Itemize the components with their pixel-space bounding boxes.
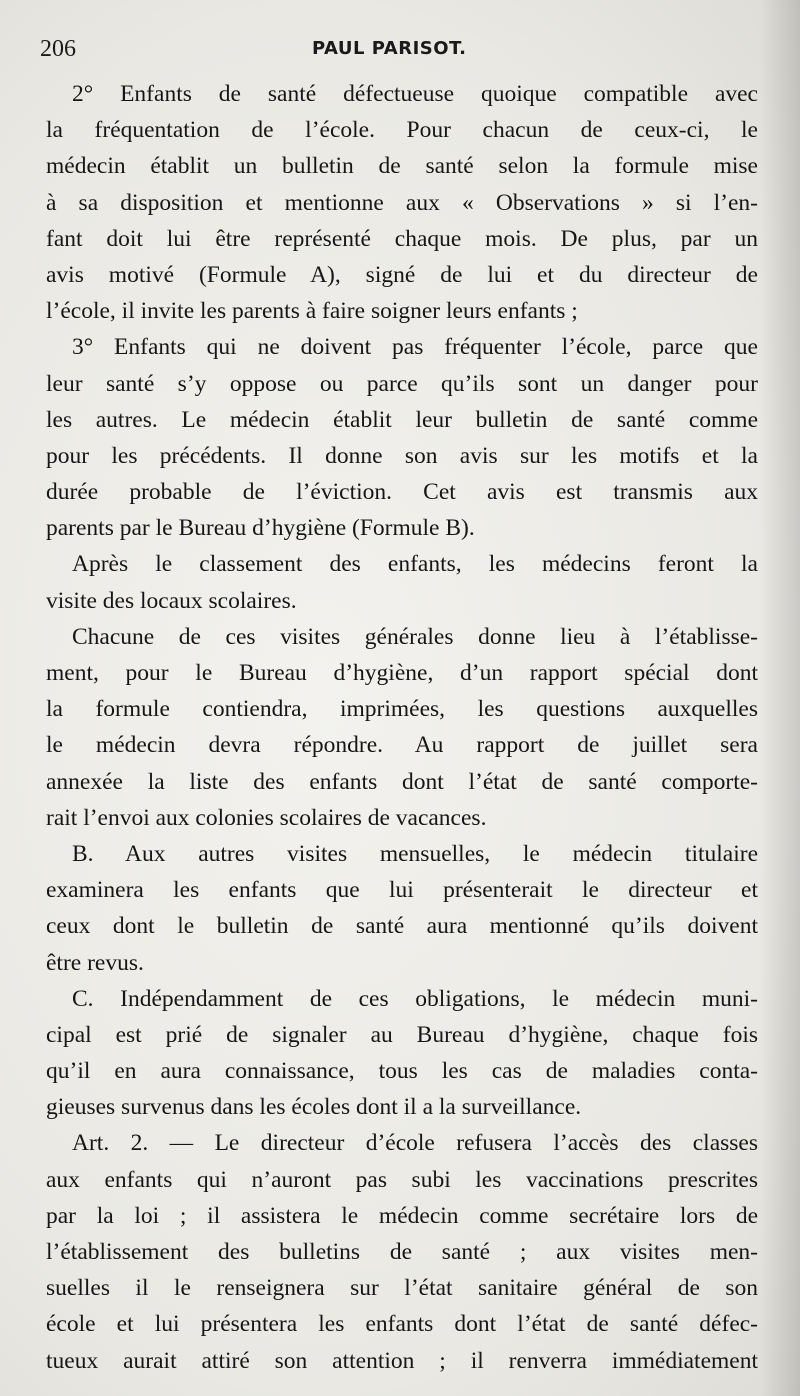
text-line: fant doit lui être représenté chaque mois. De plus, par un	[46, 225, 758, 252]
text-line: 2° Enfants de santé défectueuse quoique compatible avec	[72, 81, 758, 107]
text-line: visite des locaux scolaires.	[46, 587, 297, 614]
text-line: à sa disposition et mentionne aux « Observations » si l’en-	[46, 189, 758, 216]
text-line: Après le classement des enfants, les médecins feront la	[72, 551, 758, 578]
text-line: par la loi ; il assistera le médecin comme secrétaire lors de	[46, 1202, 758, 1229]
text-line: ceux dont le bulletin de santé aura mentionné qu’ils doivent	[46, 913, 758, 940]
text-line: tueux aurait attiré son attention ; il renverra immédiatement	[46, 1347, 758, 1374]
text-line: leur santé s’y oppose ou parce qu’ils sont un danger pour	[46, 370, 758, 397]
text-line: rait l’envoi aux colonies scolaires de vacances.	[46, 804, 487, 831]
text-line: durée probable de l’éviction. Cet avis est transmis aux	[46, 479, 758, 506]
running-head: PAUL PARISOT.	[312, 38, 467, 59]
text-line: Art. 2. — Le directeur d’école refusera l’accès des classes	[72, 1130, 758, 1157]
page-edge-shadow	[760, 0, 800, 1396]
text-line: le médecin devra répondre. Au rapport de juillet sera	[46, 732, 758, 759]
text-line: école et lui présentera les enfants dont l’état de santé défec-	[46, 1311, 758, 1338]
text-line: la formule contiendra, imprimées, les questions auxquelles	[46, 696, 758, 723]
text-line: parents par le Bureau d’hygiène (Formule B).	[46, 515, 475, 542]
text-line: Chacune de ces visites générales donne lieu à l’établisse-	[72, 623, 758, 650]
text-line: ment, pour le Bureau d’hygiène, d’un rapport spécial dont	[46, 660, 758, 686]
text-line: avis motivé (Formule A), signé de lui et du directeur de	[46, 261, 758, 288]
body-text	[46, 76, 758, 1379]
text-line: C. Indépendamment de ces obligations, le médecin muni-	[72, 985, 758, 1012]
text-line: suelles il le renseignera sur l’état sanitaire général de son	[46, 1275, 758, 1302]
text-line: l’école, il invite les parents à faire soigner leurs enfants ;	[46, 298, 578, 325]
text-line: être revus.	[46, 949, 144, 976]
text-line: 3° Enfants qui ne doivent pas fréquenter l’école, parce que	[72, 334, 758, 361]
page-number: 206	[40, 36, 76, 62]
text-line: aux enfants qui n’auront pas subi les vaccinations prescrites	[46, 1166, 758, 1193]
text-line: cipal est prié de signaler au Bureau d’hygiène, chaque fois	[46, 1021, 758, 1048]
text-line: médecin établit un bulletin de santé selon la formule mise	[46, 153, 758, 180]
text-line: l’établissement des bulletins de santé ; aux visites men-	[46, 1239, 758, 1265]
page-header	[40, 36, 760, 70]
text-line: pour les précédents. Il donne son avis sur les motifs et la	[46, 442, 758, 469]
text-line: examinera les enfants que lui présenterait le directeur et	[46, 877, 758, 904]
text-line: B. Aux autres visites mensuelles, le médecin titulaire	[72, 840, 758, 867]
text-line: les autres. Le médecin établit leur bulletin de santé comme	[46, 406, 758, 433]
text-line: la fréquentation de l’école. Pour chacun de ceux-ci, le	[46, 117, 758, 144]
text-line: gieuses survenus dans les écoles dont il a la surveillance.	[46, 1094, 582, 1121]
text-line: annexée la liste des enfants dont l’état de santé comporte-	[46, 768, 758, 795]
text-line: qu’il en aura connaissance, tous les cas de maladies conta-	[46, 1058, 758, 1085]
